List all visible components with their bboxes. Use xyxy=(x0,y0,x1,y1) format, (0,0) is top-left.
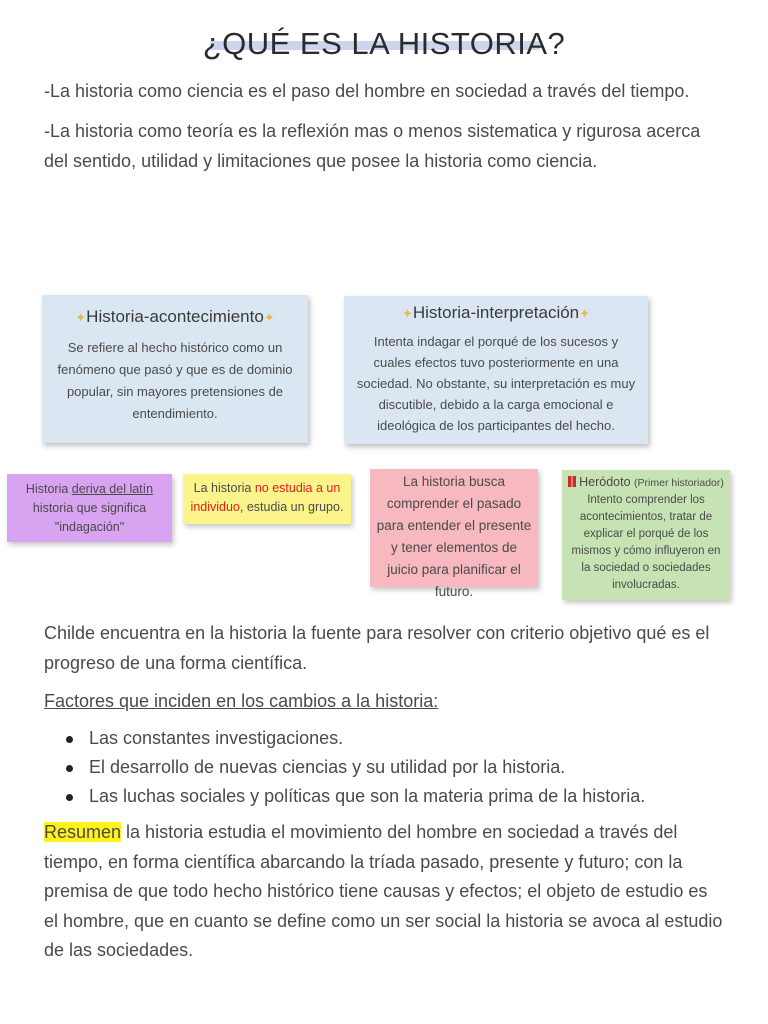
flag-icon xyxy=(568,476,576,487)
card-title-interpretacion: ✦Historia-interpretación✦ xyxy=(401,303,591,322)
card-body-acontecimiento: Se refiere al hecho histórico como un fenómeno que pasó y que es de dominio popular, sin mayores pretensiones de entendimiento. xyxy=(57,340,293,421)
page-title: ¿QUÉ ES LA HISTORIA? xyxy=(202,26,566,61)
sparkle-icon: ✦ xyxy=(75,310,87,325)
childe-paragraph: Childe encuentra en la historia la fuente para resolver con criterio objetivo qué es el progreso de una forma científica. xyxy=(44,623,710,673)
note-herodoto xyxy=(562,470,730,600)
summary-label: Resumen xyxy=(44,822,122,842)
sparkle-icon: ✦ xyxy=(401,306,413,321)
sparkle-icon: ✦ xyxy=(579,306,591,321)
herodoto-heading: Heródoto (Primer historiador) xyxy=(566,474,726,492)
note-etimologia: Historia deriva del latín historia que significa "indagación" xyxy=(7,474,172,542)
card-historia-acontecimiento xyxy=(42,295,308,443)
list-item: El desarrollo de nuevas ciencias y su utilidad por la historia. xyxy=(44,753,744,782)
note-busca: La historia busca comprender el pasado para entender el presente y tener elementos de juicio para planificar el futuro. xyxy=(370,469,538,587)
herodoto-body: Intento comprender los acontecimientos, tratar de explicar el porqué de los mismos y cómo influyeron en la sociedad o sociedades involucradas. xyxy=(571,494,721,591)
list-item: Las constantes investigaciones. xyxy=(44,724,744,753)
card-body-interpretacion: Intenta indagar el porqué de los sucesos y cuales efectos tuvo posteriormente en una sociedad. No obstante, su interpretación es muy discutible, debido a la carga emocional e ideológica de los participantes del hecho. xyxy=(356,334,636,433)
card-historia-interpretacion xyxy=(344,296,648,444)
card-title-acontecimiento: ✦Historia-acontecimiento✦ xyxy=(75,307,275,326)
sparkle-icon: ✦ xyxy=(263,310,275,325)
list-item: Las luchas sociales y políticas que son la materia prima de la historia. xyxy=(44,782,744,811)
title-block xyxy=(0,26,768,76)
summary-text: la historia estudia el movimiento del hombre en sociedad a través del tiempo, en forma científica abarcando la tríada pasado, presente y futuro; con la premisa de que todo hecho histórico tiene causas y efectos; el objeto de estudio es el hombre, que en cuanto se define como un ser social la historia se avoca al estudio de las sociedades. xyxy=(44,822,723,960)
factors-heading: Factores que inciden en los cambios a la historia: xyxy=(44,691,439,711)
intro-line-1: -La historia como ciencia es el paso del hombre en sociedad a través del tiempo. xyxy=(44,81,690,101)
note-individuo: La historia no estudia a un individuo, estudia un grupo. xyxy=(183,474,351,524)
intro-line-2: -La historia como teoría es la reflexión mas o menos sistematica y rigurosa acerca del sentido, utilidad y limitaciones que posee la historia como ciencia. xyxy=(44,121,701,171)
factors-list xyxy=(44,724,744,811)
summary-paragraph xyxy=(44,818,726,966)
